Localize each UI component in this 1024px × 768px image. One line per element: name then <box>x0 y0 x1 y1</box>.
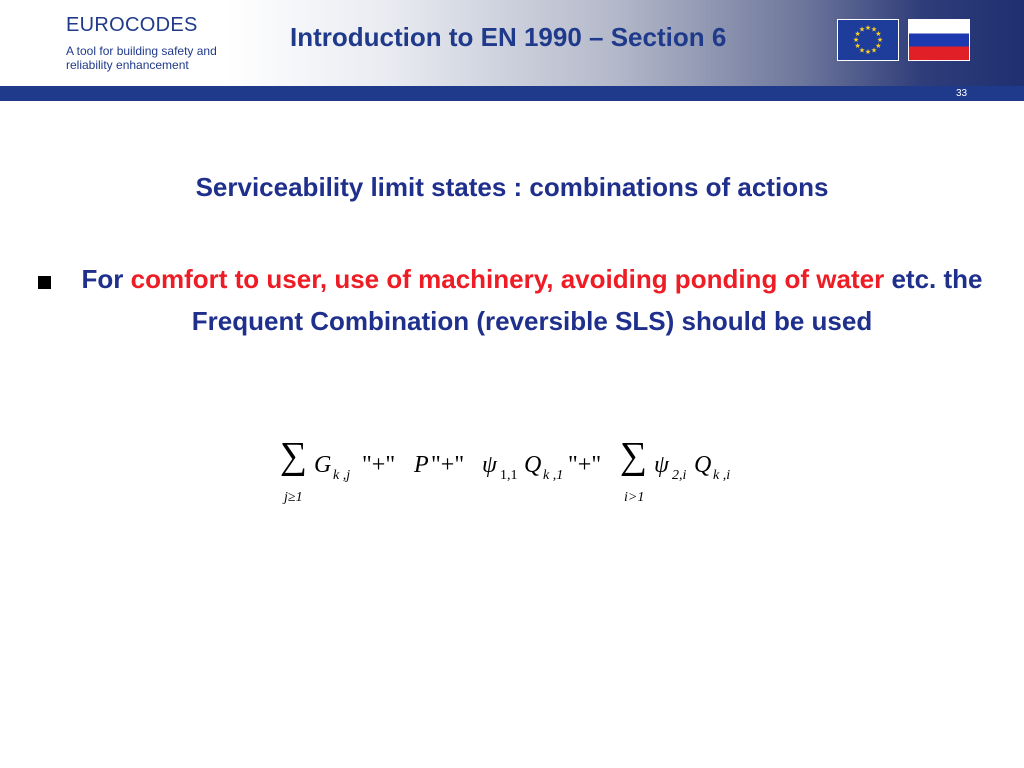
svg-text:★: ★ <box>864 24 872 32</box>
formula-plus-3: "+" <box>568 452 602 478</box>
svg-text:★: ★ <box>852 36 860 44</box>
page-number: 33 <box>956 88 968 99</box>
bullet-text <box>62 258 1002 342</box>
formula-psi-2: ψ <box>654 452 669 478</box>
formula-plus-2: "+" <box>431 452 465 478</box>
formula-G: G <box>314 452 332 478</box>
combination-formula <box>270 435 770 520</box>
bullet-text-part1: For <box>81 264 131 294</box>
bullet-text-highlight: comfort to user, use of machinery, avoiding ponding of water <box>130 264 885 294</box>
svg-text:★: ★ <box>858 46 866 55</box>
formula-psi-2-subscript: 2,i <box>672 468 687 483</box>
bullet-square-icon <box>38 276 51 289</box>
header-bar <box>0 86 1024 101</box>
section-heading: Serviceability limit states : combinations of actions <box>195 172 829 202</box>
svg-text:★: ★ <box>864 48 872 56</box>
formula-psi-1: ψ <box>482 452 497 478</box>
header-title: Introduction to EN 1990 – Section 6 <box>290 22 727 52</box>
formula-G-subscript: k ,j <box>333 468 351 483</box>
formula-Q-1: Q <box>524 452 542 478</box>
formula-sum-2-limit: i>1 <box>624 490 645 505</box>
svg-text:★: ★ <box>875 30 882 38</box>
russia-flag-icon <box>908 19 970 61</box>
svg-text:★: ★ <box>854 42 861 50</box>
formula-Q-1-subscript: k ,1 <box>543 468 564 483</box>
formula-sum-2: ∑ <box>620 435 648 477</box>
brand-subtitle: A tool for building safety and reliability enhancement <box>66 44 217 72</box>
formula-plus-1: "+" <box>362 452 396 478</box>
svg-text:★: ★ <box>858 25 866 34</box>
eu-flag-icon <box>837 19 899 61</box>
formula-Q-2-subscript: k ,i <box>713 468 731 483</box>
svg-text:★: ★ <box>876 36 884 44</box>
svg-text:★: ★ <box>875 42 882 50</box>
svg-text:★: ★ <box>870 46 878 55</box>
formula-P: P <box>414 452 429 478</box>
formula-psi-1-subscript: 1,1 <box>500 468 518 483</box>
bullet-text-part3: etc. the Frequent Combination (reversible SLS) should be used <box>191 264 983 336</box>
formula-sum-1: ∑ <box>280 435 308 477</box>
formula-Q-2: Q <box>694 452 712 478</box>
formula-sum-1-limit: j≥1 <box>284 490 303 505</box>
brand-title: EUROCODES <box>66 14 198 36</box>
svg-text:★: ★ <box>870 25 878 34</box>
svg-text:★: ★ <box>854 30 861 38</box>
